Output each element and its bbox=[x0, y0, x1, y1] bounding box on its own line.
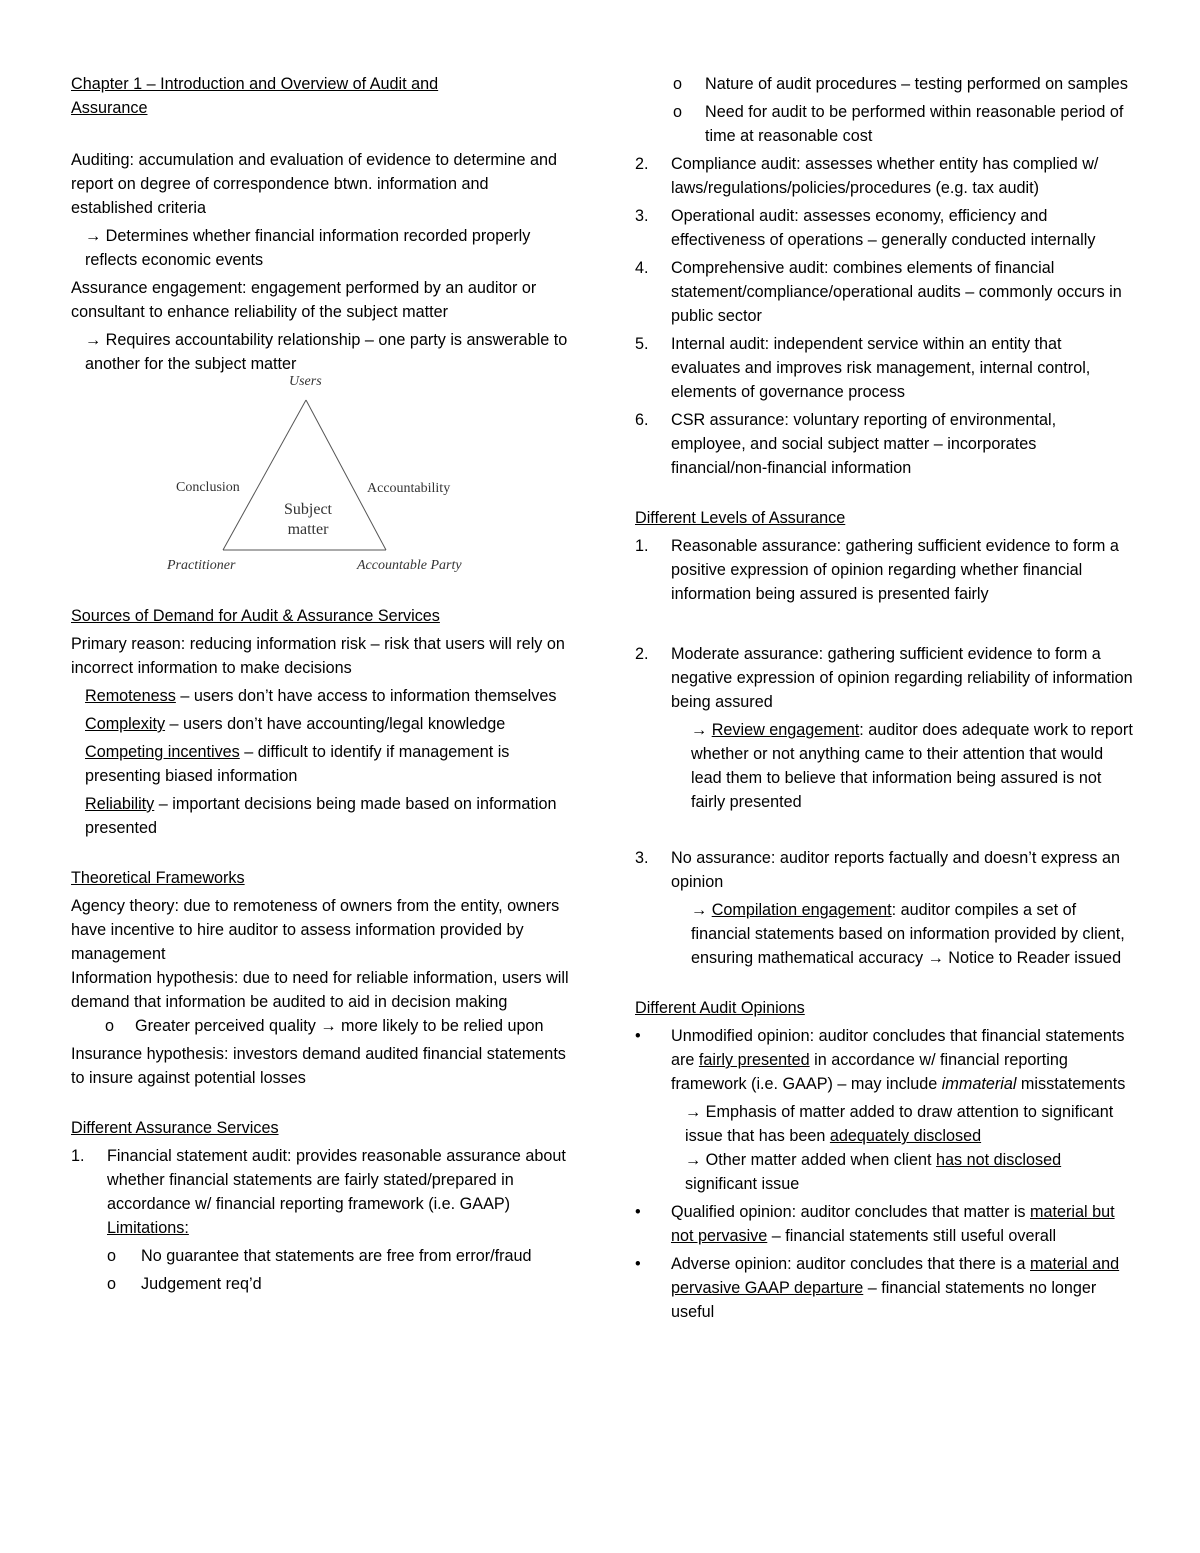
service-internal-audit: 5. Internal audit: independent service within an entity that evaluates and improves risk management, internal control, elements of governance process bbox=[635, 335, 1091, 401]
opinion-adverse: • Adverse opinion: auditor concludes that there is a material and pervasive GAAP departure – financial statements no longer useful bbox=[635, 1252, 1135, 1324]
levels-heading: Different Levels of Assurance bbox=[635, 509, 846, 527]
opinion-qualified: • Qualified opinion: auditor concludes that matter is material but not pervasive – financial statements still useful overall bbox=[635, 1200, 1135, 1248]
services-heading: Different Assurance Services bbox=[71, 1119, 279, 1137]
service-financial-statement-audit: 1. Financial statement audit: provides reasonable assurance about whether financial statements are fairly stated/prepared in accordance w/ financial reporting framework (i.e. GAAP) Limitations: bbox=[71, 1147, 566, 1237]
bullet-icon: • bbox=[635, 1203, 641, 1221]
source-complexity: Complexity – users don’t have accounting/legal knowledge bbox=[85, 715, 506, 733]
service-compliance-audit: 2. Compliance audit: assesses whether entity has complied w/ laws/regulations/policies/procedures (e.g. tax audit) bbox=[635, 155, 1099, 197]
limitation-item: o Nature of audit procedures – testing performed on samples bbox=[673, 75, 1128, 93]
agency-theory: Agency theory: due to remoteness of owners from the entity, owners have incentive to hire auditor to assess information provided by management bbox=[71, 897, 560, 963]
limitation-item: o Judgement req’d bbox=[107, 1275, 262, 1293]
emphasis-of-matter-note: → Emphasis of matter added to draw attention to significant issue that has been adequately disclosed bbox=[685, 1103, 1114, 1145]
accountability-triangle-diagram bbox=[167, 374, 491, 588]
bullet-icon: • bbox=[635, 1027, 641, 1045]
information-sub-item: o Greater perceived quality → more likely to be relied upon bbox=[71, 1014, 571, 1038]
diagram-label-conclusion: Conclusion bbox=[176, 480, 240, 495]
source-remoteness: Remoteness – users don’t have access to information themselves bbox=[85, 687, 557, 705]
diagram-label-accountable-party: Accountable Party bbox=[357, 558, 462, 573]
limitation-item: o Need for audit to be performed within reasonable period of time at reasonable cost bbox=[673, 103, 1124, 145]
left-column bbox=[71, 72, 571, 1300]
other-matter-note: → Other matter added when client has not disclosed significant issue bbox=[685, 1151, 1062, 1193]
opinion-unmodified: • Unmodified opinion: auditor concludes that financial statements are fairly presented in accordance w/ financial reporting framework (i.e. GAAP) – may include immaterial misstatements bbox=[635, 1024, 1135, 1096]
diagram-label-practitioner: Practitioner bbox=[167, 558, 236, 573]
level-no-assurance: 3. No assurance: auditor reports factually and doesn’t express an opinion bbox=[635, 849, 1121, 891]
diagram-label-users: Users bbox=[289, 374, 322, 389]
assurance-arrow-note: → Requires accountability relationship – one party is answerable to another for the subject matter bbox=[85, 331, 568, 373]
auditing-arrow-note: → Determines whether financial information recorded properly reflects economic events bbox=[85, 227, 531, 269]
sources-heading: Sources of Demand for Audit & Assurance Services bbox=[71, 607, 440, 625]
sub-bullet-marker: o bbox=[105, 1017, 115, 1035]
assurance-definition: Assurance engagement: engagement performed by an auditor or consultant to enhance reliability of the subject matter bbox=[71, 279, 537, 321]
sources-intro: Primary reason: reducing information risk – risk that users will rely on incorrect information to make decisions bbox=[71, 635, 565, 677]
level-moderate-assurance: 2. Moderate assurance: gathering sufficient evidence to form a negative expression of opinion regarding reliability of information being assured bbox=[635, 645, 1133, 711]
right-column bbox=[635, 72, 1135, 1328]
insurance-hypothesis: Insurance hypothesis: investors demand audited financial statements to insure against potential losses bbox=[71, 1045, 566, 1087]
auditing-definition: Auditing: accumulation and evaluation of evidence to determine and report on degree of correspondence btwn. information and established criteria bbox=[71, 151, 557, 217]
frameworks-heading: Theoretical Frameworks bbox=[71, 869, 245, 887]
service-comprehensive-audit: 4. Comprehensive audit: combines elements of financial statement/compliance/operational audits – commonly occurs in public sector bbox=[635, 259, 1122, 325]
information-hypothesis: Information hypothesis: due to need for reliable information, users will demand that information be audited to aid in decision making bbox=[71, 969, 569, 1011]
service-operational-audit: 3. Operational audit: assesses economy, efficiency and effectiveness of operations – generally conducted internally bbox=[635, 207, 1096, 249]
limitation-item: o No guarantee that statements are free from error/fraud bbox=[107, 1247, 532, 1265]
service-csr-assurance: 6. CSR assurance: voluntary reporting of environmental, employee, and social subject matter – incorporates financial/non-financial information bbox=[635, 411, 1057, 477]
diagram-label-subject-matter: Subject matter bbox=[284, 501, 332, 538]
source-reliability: Reliability – important decisions being made based on information presented bbox=[85, 795, 557, 837]
source-competing-incentives: Competing incentives – difficult to identify if management is presenting biased information bbox=[85, 743, 510, 785]
page-title: Chapter 1 – Introduction and Overview of Audit and Assurance bbox=[71, 75, 439, 117]
bullet-icon: • bbox=[635, 1255, 641, 1273]
compilation-engagement-note: → Compilation engagement: auditor compiles a set of financial statements based on information provided by client, ensuring mathematical accuracy → Notice to Reader issued bbox=[691, 901, 1125, 967]
limitations-label: Limitations: bbox=[107, 1219, 189, 1237]
review-engagement-note: → Review engagement: auditor does adequate work to report whether or not anything came to their attention that would lead them to believe that information being assured is not fairly presented bbox=[691, 721, 1133, 811]
diagram-label-accountability: Accountability bbox=[367, 481, 451, 496]
level-reasonable-assurance: 1. Reasonable assurance: gathering sufficient evidence to form a positive expression of opinion regarding whether financial information being assured is presented fairly bbox=[635, 537, 1119, 603]
opinions-heading: Different Audit Opinions bbox=[635, 999, 805, 1017]
